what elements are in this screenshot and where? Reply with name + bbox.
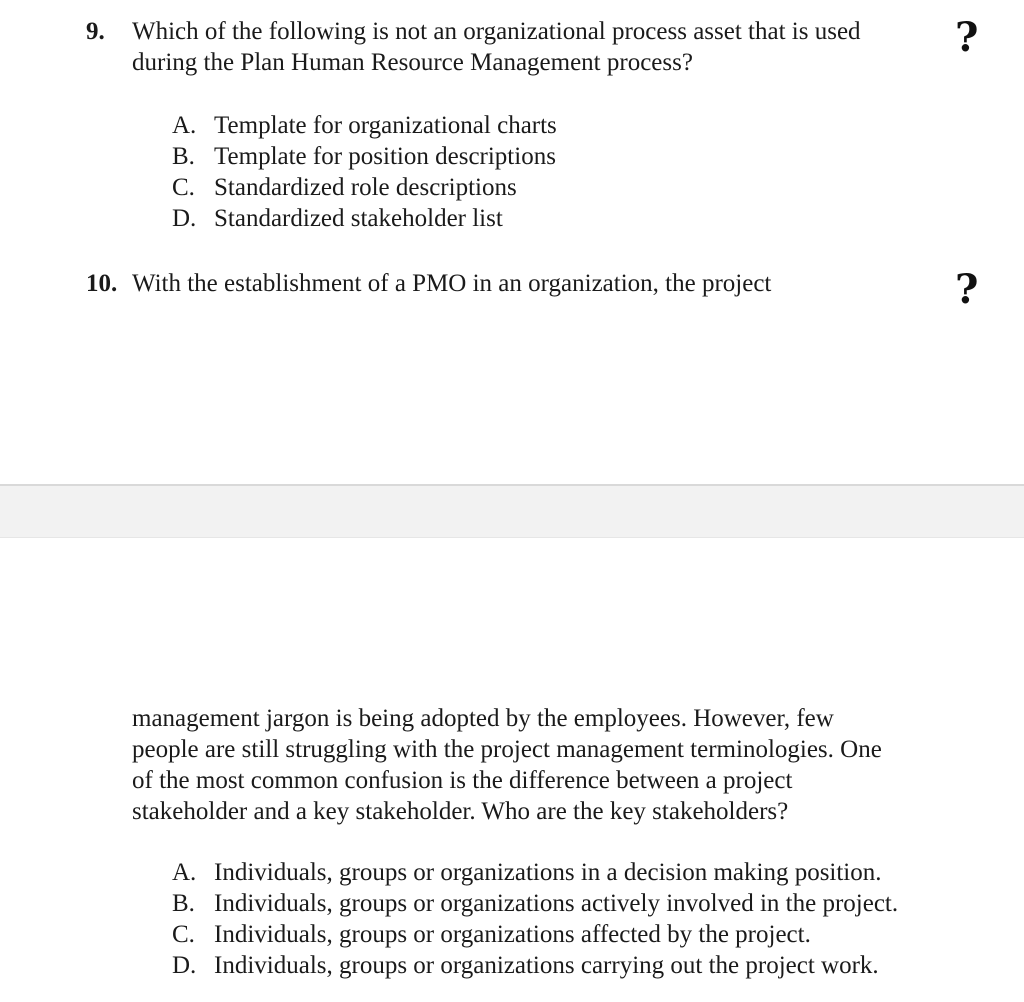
option-text: Individuals, groups or organizations in a decision making position. (214, 859, 882, 886)
question-10-line: management jargon is being adopted by the employees. However, few (132, 705, 834, 732)
question-10-help-icon[interactable]: ? (955, 266, 979, 313)
page-bottom (0, 538, 1024, 1002)
option-letter: C. (172, 174, 195, 201)
option-text: Standardized role descriptions (214, 174, 517, 201)
option-text: Template for position descriptions (214, 143, 556, 170)
question-9-text (132, 16, 861, 78)
option-letter: A. (172, 112, 197, 139)
option-letter: A. (172, 859, 197, 886)
option-c[interactable] (172, 919, 898, 950)
option-d[interactable] (172, 203, 557, 234)
option-a[interactable] (172, 857, 898, 888)
option-text: Individuals, groups or organizations carrying out the project work. (214, 952, 879, 979)
option-d[interactable] (172, 950, 898, 981)
option-text: Individuals, groups or organizations affected by the project. (214, 921, 811, 948)
question-9-help-icon[interactable]: ? (955, 14, 979, 61)
question-10-line: people are still struggling with the project management terminologies. One (132, 736, 882, 763)
question-10-text (132, 703, 882, 827)
option-text: Standardized stakeholder list (214, 205, 503, 232)
option-letter: D. (172, 205, 197, 232)
question-10-number: 10. (86, 270, 118, 297)
option-letter: B. (172, 143, 195, 170)
question-9-line: during the Plan Human Resource Management process? (132, 49, 693, 76)
question-10-first-line: With the establishment of a PMO in an organization, the project (132, 270, 772, 297)
question-10-line: of the most common confusion is the difference between a project (132, 767, 793, 794)
option-b[interactable] (172, 141, 557, 172)
option-letter: D. (172, 952, 197, 979)
question-10-options (172, 857, 898, 981)
option-letter: C. (172, 921, 195, 948)
option-c[interactable] (172, 172, 557, 203)
question-9-line: Which of the following is not an organizational process asset that is used (132, 18, 861, 45)
option-a[interactable] (172, 110, 557, 141)
question-9-number: 9. (86, 18, 105, 45)
option-letter: B. (172, 890, 195, 917)
page-separator (0, 484, 1024, 538)
page-top (0, 0, 1024, 484)
option-text: Individuals, groups or organizations actively involved in the project. (214, 890, 899, 917)
question-10-line: stakeholder and a key stakeholder. Who are the key stakeholders? (132, 798, 789, 825)
option-b[interactable] (172, 888, 898, 919)
option-text: Template for organizational charts (214, 112, 557, 139)
question-9-options (172, 110, 557, 234)
